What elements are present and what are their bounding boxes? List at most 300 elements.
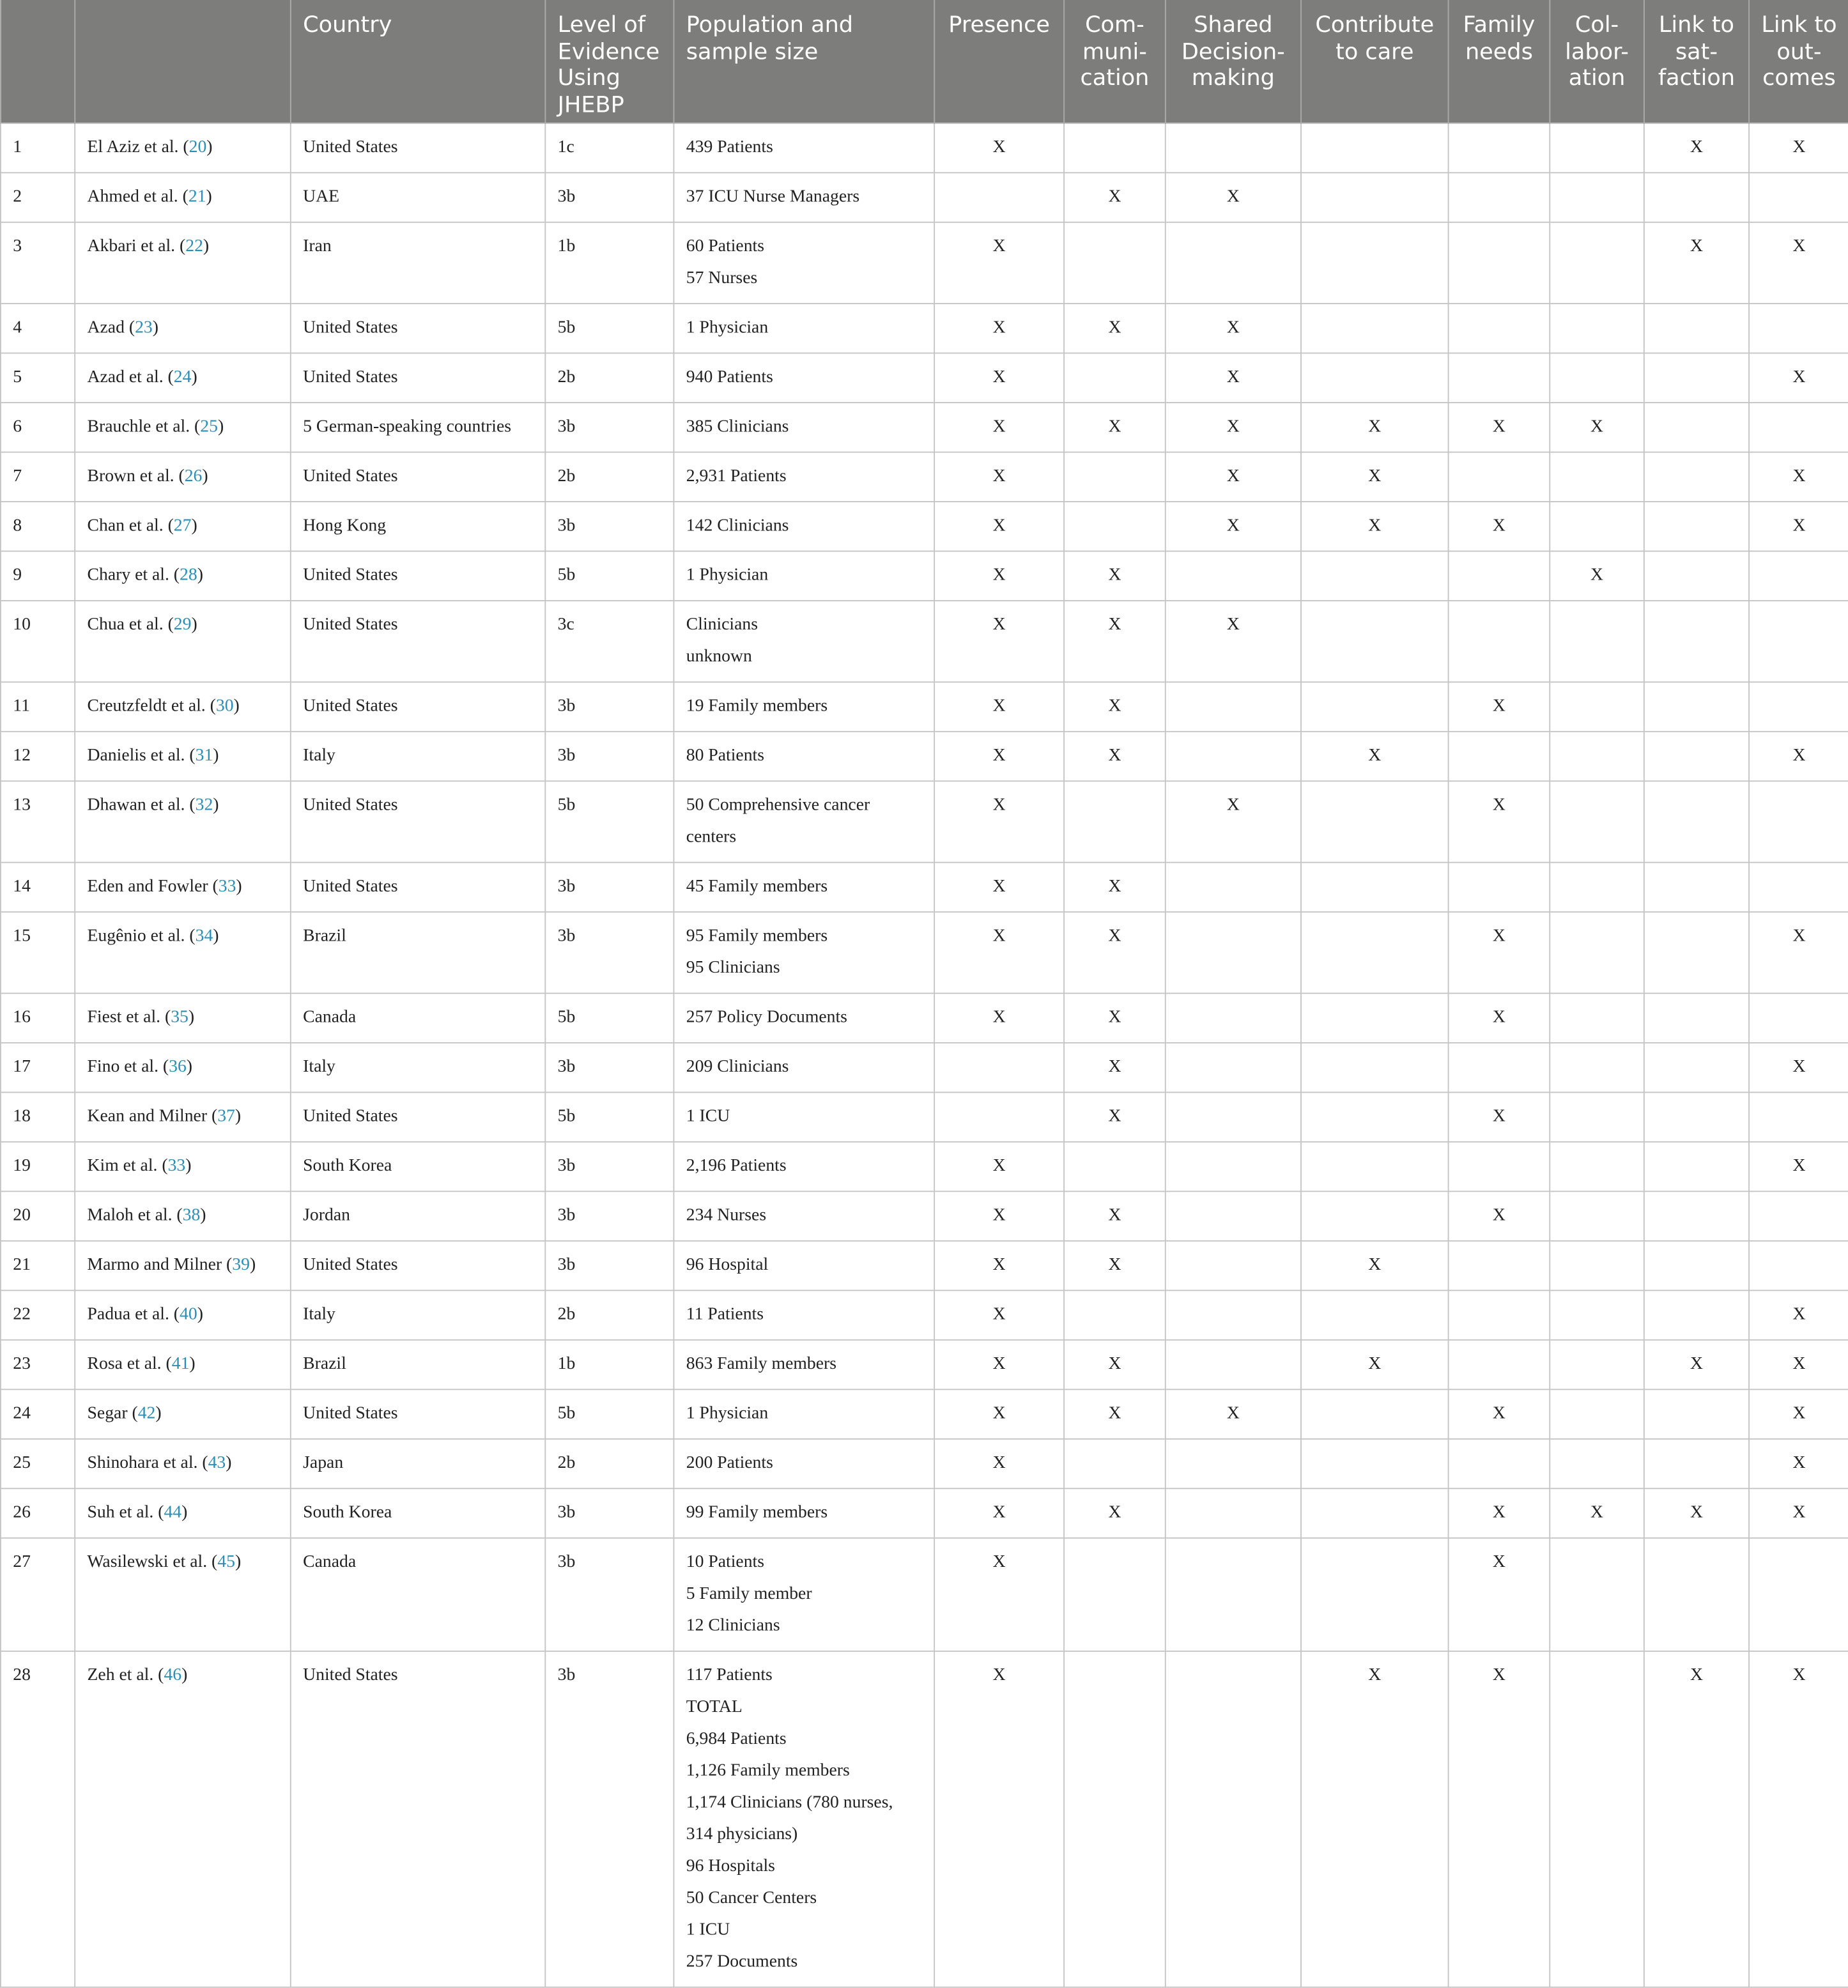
table-row bbox=[1, 1488, 1848, 1537]
evidence-level-cell: 5b bbox=[545, 781, 674, 862]
mark-family-needs bbox=[1449, 1340, 1550, 1389]
row-number: 3 bbox=[1, 222, 75, 304]
population-line: 1 Physician bbox=[686, 566, 769, 585]
mark-shared-decision-making: X bbox=[1166, 173, 1301, 222]
population-line: 117 Patients bbox=[686, 1665, 773, 1685]
reference-link[interactable]: 31 bbox=[195, 746, 213, 766]
country-cell: Italy bbox=[291, 1290, 546, 1339]
header-population: Population and sample size bbox=[674, 0, 934, 123]
study-author: Dhawan et al. ( bbox=[87, 796, 196, 815]
study-cell bbox=[75, 403, 291, 452]
mark-presence: X bbox=[934, 1241, 1064, 1290]
mark-link-to-outcomes: X bbox=[1749, 1142, 1848, 1191]
mark-link-to-outcomes bbox=[1749, 1092, 1848, 1141]
country-cell: Canada bbox=[291, 993, 546, 1042]
mark-link-to-outcomes: X bbox=[1749, 1340, 1848, 1389]
study-author: Kean and Milner ( bbox=[87, 1107, 218, 1126]
mark-contribute-to-care bbox=[1301, 912, 1449, 993]
mark-contribute-to-care: X bbox=[1301, 1651, 1449, 1987]
mark-collaboration: X bbox=[1550, 1488, 1644, 1537]
population-cell bbox=[674, 781, 934, 862]
mark-shared-decision-making bbox=[1166, 222, 1301, 304]
mark-presence bbox=[934, 173, 1064, 222]
evidence-level-cell: 5b bbox=[545, 304, 674, 353]
mark-shared-decision-making bbox=[1166, 682, 1301, 731]
header-family-needs: Family needs bbox=[1449, 0, 1550, 123]
mark-family-needs: X bbox=[1449, 682, 1550, 731]
population-line: unknown bbox=[686, 647, 752, 667]
mark-link-to-outcomes bbox=[1749, 781, 1848, 862]
study-author: Eugênio et al. ( bbox=[87, 927, 196, 946]
mark-link-to-satisfaction bbox=[1644, 732, 1749, 781]
mark-communication: X bbox=[1064, 1488, 1166, 1537]
mark-shared-decision-making bbox=[1166, 1191, 1301, 1240]
population-line: 45 Family members bbox=[686, 877, 828, 897]
table-row bbox=[1, 732, 1848, 781]
evidence-level-cell: 5b bbox=[545, 1092, 674, 1141]
row-number: 7 bbox=[1, 452, 75, 502]
row-number: 26 bbox=[1, 1488, 75, 1537]
mark-communication: X bbox=[1064, 1340, 1166, 1389]
mark-link-to-outcomes bbox=[1749, 1538, 1848, 1651]
study-author-close: ) bbox=[217, 417, 224, 436]
mark-presence bbox=[934, 1043, 1064, 1092]
mark-communication: X bbox=[1064, 304, 1166, 353]
mark-presence: X bbox=[934, 863, 1064, 912]
table-row bbox=[1, 353, 1848, 403]
mark-family-needs bbox=[1449, 304, 1550, 353]
mark-contribute-to-care bbox=[1301, 222, 1449, 304]
mark-communication: X bbox=[1064, 173, 1166, 222]
study-cell bbox=[75, 123, 291, 173]
mark-link-to-satisfaction bbox=[1644, 304, 1749, 353]
population-cell bbox=[674, 1488, 934, 1537]
reference-link[interactable]: 39 bbox=[232, 1255, 250, 1275]
population-line: 80 Patients bbox=[686, 746, 765, 766]
mark-contribute-to-care bbox=[1301, 993, 1449, 1042]
reference-link[interactable]: 28 bbox=[180, 566, 197, 585]
reference-link[interactable]: 41 bbox=[171, 1354, 190, 1374]
study-author: Chary et al. ( bbox=[87, 566, 180, 585]
population-line: 200 Patients bbox=[686, 1453, 773, 1473]
mark-link-to-satisfaction bbox=[1644, 1439, 1749, 1488]
country-cell: United States bbox=[291, 682, 546, 731]
study-author-close: ) bbox=[152, 318, 158, 337]
mark-communication: X bbox=[1064, 403, 1166, 452]
study-author: Creutzfeldt et al. ( bbox=[87, 697, 216, 716]
study-cell bbox=[75, 781, 291, 862]
country-cell: United States bbox=[291, 1389, 546, 1438]
row-number: 13 bbox=[1, 781, 75, 862]
mark-presence: X bbox=[934, 601, 1064, 682]
mark-contribute-to-care bbox=[1301, 353, 1449, 403]
mark-family-needs: X bbox=[1449, 781, 1550, 862]
population-cell bbox=[674, 1241, 934, 1290]
study-cell bbox=[75, 1191, 291, 1240]
mark-shared-decision-making bbox=[1166, 1092, 1301, 1141]
study-author: Fiest et al. ( bbox=[87, 1008, 171, 1027]
mark-presence: X bbox=[934, 781, 1064, 862]
mark-family-needs bbox=[1449, 601, 1550, 682]
reference-link[interactable]: 29 bbox=[173, 615, 192, 635]
evidence-level-cell: 3b bbox=[545, 732, 674, 781]
header-collaboration: Col-labor-ation bbox=[1550, 0, 1644, 123]
row-number: 17 bbox=[1, 1043, 75, 1092]
mark-contribute-to-care bbox=[1301, 1142, 1449, 1191]
population-line: 1,174 Clinicians (780 nurses, bbox=[686, 1793, 893, 1812]
evidence-level-cell: 3c bbox=[545, 601, 674, 682]
evidence-level-cell: 2b bbox=[545, 1439, 674, 1488]
study-author-close: ) bbox=[189, 1354, 196, 1374]
study-cell bbox=[75, 173, 291, 222]
mark-presence: X bbox=[934, 123, 1064, 173]
mark-link-to-satisfaction: X bbox=[1644, 123, 1749, 173]
mark-link-to-satisfaction bbox=[1644, 551, 1749, 601]
mark-link-to-satisfaction bbox=[1644, 1241, 1749, 1290]
study-author: Zeh et al. ( bbox=[87, 1665, 164, 1685]
population-cell bbox=[674, 993, 934, 1042]
mark-family-needs bbox=[1449, 222, 1550, 304]
reference-link[interactable]: 46 bbox=[164, 1665, 182, 1685]
population-line: 439 Patients bbox=[686, 137, 773, 157]
table-row bbox=[1, 123, 1848, 173]
country-cell: South Korea bbox=[291, 1488, 546, 1537]
study-cell bbox=[75, 601, 291, 682]
mark-family-needs: X bbox=[1449, 1488, 1550, 1537]
mark-link-to-outcomes: X bbox=[1749, 1290, 1848, 1339]
mark-presence: X bbox=[934, 452, 1064, 502]
mark-contribute-to-care bbox=[1301, 1439, 1449, 1488]
mark-presence: X bbox=[934, 993, 1064, 1042]
mark-family-needs: X bbox=[1449, 1651, 1550, 1987]
table-row bbox=[1, 682, 1848, 731]
population-cell bbox=[674, 1538, 934, 1651]
mark-link-to-outcomes: X bbox=[1749, 123, 1848, 173]
mark-collaboration bbox=[1550, 682, 1644, 731]
mark-family-needs bbox=[1449, 551, 1550, 601]
study-cell bbox=[75, 1651, 291, 1987]
mark-link-to-satisfaction bbox=[1644, 353, 1749, 403]
reference-link[interactable]: 43 bbox=[208, 1453, 226, 1473]
row-number: 25 bbox=[1, 1439, 75, 1488]
mark-family-needs bbox=[1449, 452, 1550, 502]
population-line: 257 Documents bbox=[686, 1952, 798, 1971]
population-line: 95 Clinicians bbox=[686, 958, 780, 978]
mark-link-to-satisfaction bbox=[1644, 993, 1749, 1042]
evidence-level-cell: 3b bbox=[545, 403, 674, 452]
mark-link-to-outcomes: X bbox=[1749, 1439, 1848, 1488]
evidence-level-cell: 3b bbox=[545, 1142, 674, 1191]
evidence-level-cell: 1b bbox=[545, 1340, 674, 1389]
reference-link[interactable]: 22 bbox=[185, 236, 203, 256]
header-study bbox=[75, 0, 291, 123]
evidence-level-cell: 3b bbox=[545, 502, 674, 551]
reference-link[interactable]: 30 bbox=[215, 697, 234, 716]
mark-contribute-to-care: X bbox=[1301, 1340, 1449, 1389]
mark-shared-decision-making bbox=[1166, 732, 1301, 781]
table-row bbox=[1, 1043, 1848, 1092]
study-author-close: ) bbox=[235, 1552, 242, 1572]
study-cell bbox=[75, 1241, 291, 1290]
mark-family-needs bbox=[1449, 353, 1550, 403]
mark-contribute-to-care: X bbox=[1301, 403, 1449, 452]
study-author-close: ) bbox=[181, 1503, 188, 1522]
country-cell: United States bbox=[291, 551, 546, 601]
reference-link[interactable]: 26 bbox=[184, 466, 203, 486]
country-cell: Italy bbox=[291, 732, 546, 781]
population-cell bbox=[674, 912, 934, 993]
reference-link[interactable]: 36 bbox=[169, 1057, 187, 1077]
mark-link-to-outcomes bbox=[1749, 863, 1848, 912]
population-cell bbox=[674, 863, 934, 912]
study-cell bbox=[75, 1092, 291, 1141]
reference-link[interactable]: 42 bbox=[137, 1404, 156, 1423]
reference-link[interactable]: 32 bbox=[195, 796, 213, 815]
study-author: Marmo and Milner ( bbox=[87, 1255, 233, 1275]
mark-presence: X bbox=[934, 222, 1064, 304]
mark-link-to-outcomes bbox=[1749, 601, 1848, 682]
mark-link-to-satisfaction: X bbox=[1644, 1340, 1749, 1389]
table-row bbox=[1, 1290, 1848, 1339]
table-row bbox=[1, 222, 1848, 304]
evidence-level-cell: 2b bbox=[545, 1290, 674, 1339]
mark-presence: X bbox=[934, 502, 1064, 551]
table-row bbox=[1, 601, 1848, 682]
population-line: 2,196 Patients bbox=[686, 1156, 787, 1176]
mark-collaboration bbox=[1550, 353, 1644, 403]
row-number: 23 bbox=[1, 1340, 75, 1389]
population-line: 234 Nurses bbox=[686, 1206, 767, 1225]
reference-link[interactable]: 33 bbox=[167, 1156, 186, 1176]
reference-link[interactable]: 38 bbox=[182, 1206, 201, 1225]
mark-presence: X bbox=[934, 912, 1064, 993]
population-line: 19 Family members bbox=[686, 697, 828, 716]
population-line: 142 Clinicians bbox=[686, 516, 789, 536]
reference-link[interactable]: 40 bbox=[180, 1305, 197, 1324]
reference-link[interactable]: 23 bbox=[135, 318, 153, 337]
mark-shared-decision-making: X bbox=[1166, 781, 1301, 862]
study-cell bbox=[75, 1439, 291, 1488]
mark-collaboration bbox=[1550, 863, 1644, 912]
population-line: 1 Physician bbox=[686, 1404, 769, 1423]
mark-link-to-outcomes: X bbox=[1749, 502, 1848, 551]
population-cell bbox=[674, 403, 934, 452]
mark-family-needs: X bbox=[1449, 1389, 1550, 1438]
table-row bbox=[1, 1651, 1848, 1987]
country-cell: United States bbox=[291, 353, 546, 403]
mark-contribute-to-care bbox=[1301, 682, 1449, 731]
mark-presence: X bbox=[934, 1488, 1064, 1537]
study-author: Maloh et al. ( bbox=[87, 1206, 183, 1225]
mark-family-needs bbox=[1449, 1043, 1550, 1092]
reference-link[interactable]: 27 bbox=[173, 516, 192, 536]
mark-communication bbox=[1064, 222, 1166, 304]
row-number: 19 bbox=[1, 1142, 75, 1191]
country-cell: United States bbox=[291, 1651, 546, 1987]
mark-communication bbox=[1064, 353, 1166, 403]
population-line: 50 Cancer Centers bbox=[686, 1888, 817, 1908]
study-author: Brown et al. ( bbox=[87, 466, 185, 486]
study-cell bbox=[75, 353, 291, 403]
mark-collaboration bbox=[1550, 1340, 1644, 1389]
mark-communication bbox=[1064, 1439, 1166, 1488]
table-row bbox=[1, 1092, 1848, 1141]
population-line: 12 Clinicians bbox=[686, 1616, 780, 1636]
table-row bbox=[1, 403, 1848, 452]
mark-family-needs: X bbox=[1449, 1538, 1550, 1651]
study-cell bbox=[75, 1340, 291, 1389]
mark-shared-decision-making bbox=[1166, 1488, 1301, 1537]
reference-link[interactable]: 25 bbox=[200, 417, 218, 436]
mark-contribute-to-care bbox=[1301, 1488, 1449, 1537]
mark-link-to-satisfaction: X bbox=[1644, 222, 1749, 304]
study-author: Azad et al. ( bbox=[87, 367, 174, 387]
mark-link-to-outcomes bbox=[1749, 1191, 1848, 1240]
row-number: 8 bbox=[1, 502, 75, 551]
population-line: 10 Patients bbox=[686, 1552, 765, 1572]
mark-contribute-to-care: X bbox=[1301, 502, 1449, 551]
mark-collaboration bbox=[1550, 1241, 1644, 1290]
study-author: Azad ( bbox=[87, 318, 135, 337]
table-row bbox=[1, 1389, 1848, 1438]
study-author: El Aziz et al. ( bbox=[87, 137, 189, 157]
mark-link-to-outcomes: X bbox=[1749, 732, 1848, 781]
header-communication: Com-muni-cation bbox=[1064, 0, 1166, 123]
mark-communication: X bbox=[1064, 732, 1166, 781]
header-link-to-outcomes: Link to out-comes bbox=[1749, 0, 1848, 123]
country-cell: United States bbox=[291, 123, 546, 173]
mark-contribute-to-care bbox=[1301, 551, 1449, 601]
reference-link[interactable]: 34 bbox=[195, 927, 213, 946]
table-row bbox=[1, 1142, 1848, 1191]
study-cell bbox=[75, 1043, 291, 1092]
population-line: 1 Physician bbox=[686, 318, 769, 337]
reference-link[interactable]: 21 bbox=[188, 187, 206, 206]
population-cell bbox=[674, 1191, 934, 1240]
population-line: 57 Nurses bbox=[686, 268, 758, 288]
population-line: 96 Hospitals bbox=[686, 1856, 775, 1876]
mark-collaboration bbox=[1550, 1538, 1644, 1651]
mark-communication: X bbox=[1064, 682, 1166, 731]
study-cell bbox=[75, 1488, 291, 1537]
study-author: Eden and Fowler ( bbox=[87, 877, 219, 897]
study-author-close: ) bbox=[191, 615, 197, 635]
mark-communication bbox=[1064, 502, 1166, 551]
mark-contribute-to-care bbox=[1301, 1538, 1449, 1651]
population-line: 940 Patients bbox=[686, 367, 773, 387]
table-row bbox=[1, 502, 1848, 551]
mark-communication: X bbox=[1064, 551, 1166, 601]
population-line: 385 Clinicians bbox=[686, 417, 789, 436]
mark-communication bbox=[1064, 123, 1166, 173]
study-author: Chua et al. ( bbox=[87, 615, 174, 635]
mark-communication: X bbox=[1064, 1191, 1166, 1240]
country-cell: United States bbox=[291, 452, 546, 502]
reference-link[interactable]: 35 bbox=[171, 1008, 189, 1027]
mark-communication bbox=[1064, 452, 1166, 502]
mark-family-needs: X bbox=[1449, 993, 1550, 1042]
mark-contribute-to-care: X bbox=[1301, 452, 1449, 502]
population-cell bbox=[674, 353, 934, 403]
row-number: 14 bbox=[1, 863, 75, 912]
mark-contribute-to-care bbox=[1301, 123, 1449, 173]
mark-presence: X bbox=[934, 1651, 1064, 1987]
mark-collaboration bbox=[1550, 1191, 1644, 1240]
study-author-close: ) bbox=[186, 1057, 193, 1077]
table-row bbox=[1, 863, 1848, 912]
mark-shared-decision-making: X bbox=[1166, 502, 1301, 551]
study-author-close: ) bbox=[233, 697, 240, 716]
mark-presence: X bbox=[934, 1538, 1064, 1651]
reference-link[interactable]: 44 bbox=[164, 1503, 182, 1522]
study-author: Brauchle et al. ( bbox=[87, 417, 201, 436]
mark-contribute-to-care bbox=[1301, 304, 1449, 353]
study-author: Kim et al. ( bbox=[87, 1156, 168, 1176]
country-cell: Italy bbox=[291, 1043, 546, 1092]
mark-contribute-to-care bbox=[1301, 1043, 1449, 1092]
population-line: TOTAL bbox=[686, 1697, 743, 1717]
population-line: 314 physicians) bbox=[686, 1825, 798, 1844]
mark-presence: X bbox=[934, 551, 1064, 601]
mark-contribute-to-care bbox=[1301, 1092, 1449, 1141]
mark-communication: X bbox=[1064, 1389, 1166, 1438]
population-cell bbox=[674, 682, 934, 731]
mark-link-to-outcomes bbox=[1749, 1241, 1848, 1290]
mark-family-needs: X bbox=[1449, 1092, 1550, 1141]
study-cell bbox=[75, 732, 291, 781]
evidence-level-cell: 3b bbox=[545, 1043, 674, 1092]
study-author: Shinohara et al. ( bbox=[87, 1453, 208, 1473]
row-number: 18 bbox=[1, 1092, 75, 1141]
study-author-close: ) bbox=[206, 187, 212, 206]
evidence-level-cell: 2b bbox=[545, 452, 674, 502]
mark-collaboration bbox=[1550, 912, 1644, 993]
mark-link-to-outcomes bbox=[1749, 551, 1848, 601]
mark-family-needs bbox=[1449, 1290, 1550, 1339]
population-line: Clinicians bbox=[686, 615, 758, 635]
mark-family-needs bbox=[1449, 173, 1550, 222]
reference-link[interactable]: 24 bbox=[173, 367, 192, 387]
country-cell: United States bbox=[291, 304, 546, 353]
mark-contribute-to-care bbox=[1301, 601, 1449, 682]
table-row bbox=[1, 304, 1848, 353]
population-line: 50 Comprehensive cancer bbox=[686, 796, 870, 815]
reference-link[interactable]: 20 bbox=[189, 137, 207, 157]
mark-contribute-to-care bbox=[1301, 173, 1449, 222]
country-cell: United States bbox=[291, 601, 546, 682]
reference-link[interactable]: 37 bbox=[217, 1107, 235, 1126]
study-author: Suh et al. ( bbox=[87, 1503, 164, 1522]
population-cell bbox=[674, 222, 934, 304]
population-line: 96 Hospital bbox=[686, 1255, 769, 1275]
mark-contribute-to-care: X bbox=[1301, 1241, 1449, 1290]
mark-presence: X bbox=[934, 353, 1064, 403]
population-line: centers bbox=[686, 828, 737, 847]
reference-link[interactable]: 45 bbox=[217, 1552, 235, 1572]
mark-collaboration bbox=[1550, 1651, 1644, 1987]
table-row bbox=[1, 1241, 1848, 1290]
evidence-level-cell: 3b bbox=[545, 682, 674, 731]
study-author-close: ) bbox=[213, 927, 219, 946]
mark-collaboration: X bbox=[1550, 551, 1644, 601]
country-cell: Canada bbox=[291, 1538, 546, 1651]
mark-link-to-satisfaction bbox=[1644, 1290, 1749, 1339]
row-number: 27 bbox=[1, 1538, 75, 1651]
reference-link[interactable]: 33 bbox=[218, 877, 236, 897]
table-row bbox=[1, 1340, 1848, 1389]
mark-link-to-satisfaction bbox=[1644, 403, 1749, 452]
study-author-close: ) bbox=[191, 516, 197, 536]
